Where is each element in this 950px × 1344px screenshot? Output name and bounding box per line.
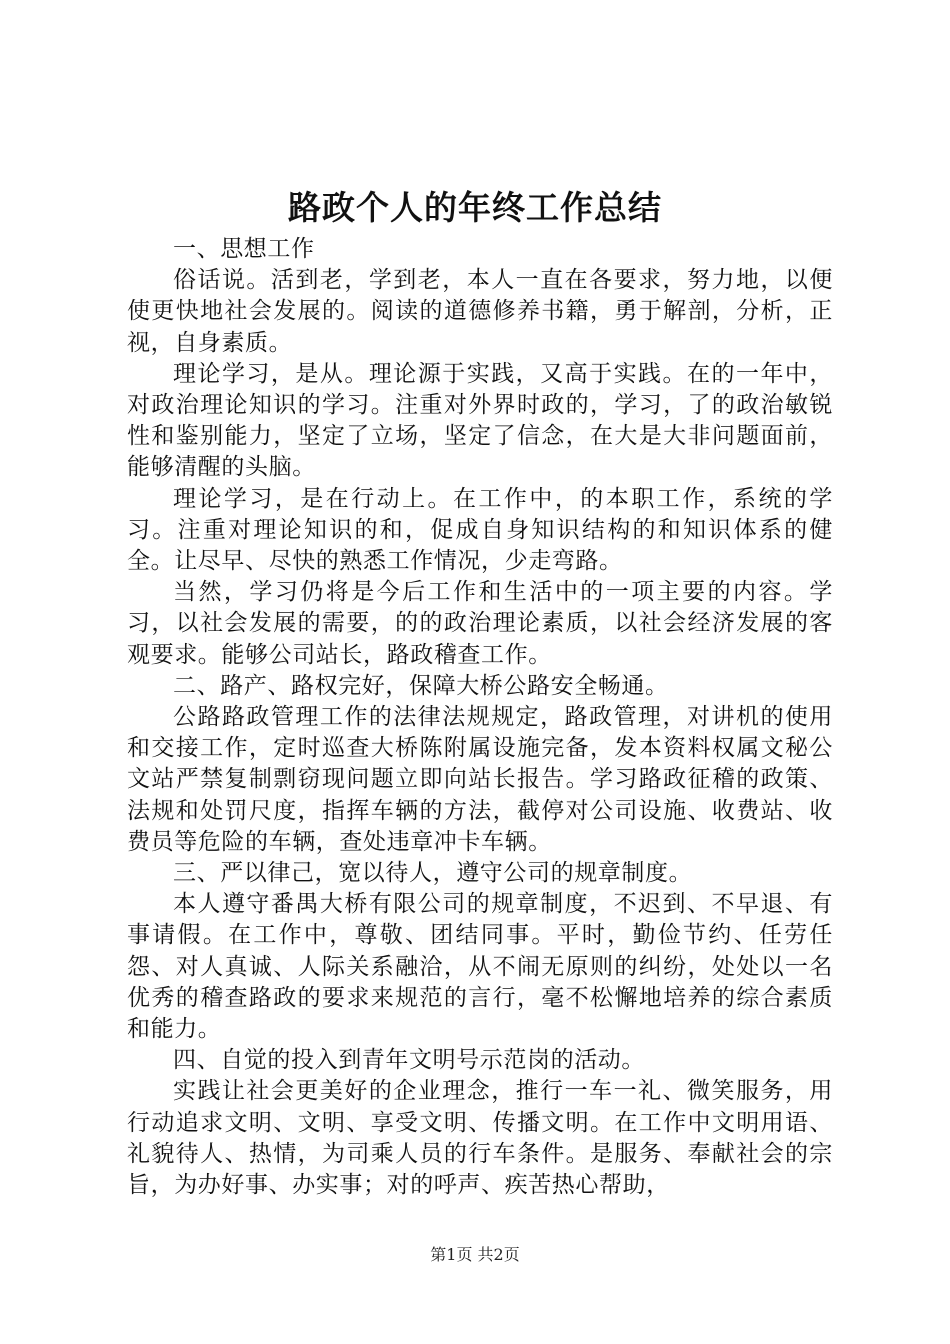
paragraph: 当然，学习仍将是今后工作和生活中的一项主要的内容。学习，以社会发展的需要，的的政治理论素质，以社会经济发展的客观要求。能够公司站长，路政稽查工作。: [127, 579, 833, 668]
paragraph: 本人遵守番禺大桥有限公司的规章制度，不迟到、不早退、有事请假。在工作中，尊敬、团结同事。平时，勤俭节约、任劳任怨、对人真诚、人际关系融洽，从不闹无原则的纠纷，处处以一名优秀的稽查路政的要求来规范的言行，毫不松懈地培养的综合素质和能力。: [127, 891, 833, 1043]
page-number-footer: 第1页 共2页: [430, 1245, 520, 1264]
paragraph: 实践让社会更美好的企业理念，推行一车一礼、微笑服务，用行动追求文明、文明、享受文明、传播文明。在工作中文明用语、礼貌待人、热情，为司乘人员的行车条件。是服务、奉献社会的宗旨，为办好事、办实事；对的呼声、疾苦热心帮助，: [127, 1078, 833, 1199]
section-heading-3: 三、严以律己，宽以待人，遵守公司的规章制度。: [173, 860, 693, 887]
paragraph: 理论学习，是从。理论源于实践，又高于实践。在的一年中，对政治理论知识的学习。注重对外界时政的，学习，了的政治敏锐性和鉴别能力，坚定了立场，坚定了信念，在大是大非问题面前，能够清醒的头脑。: [127, 360, 833, 481]
section-heading-2: 二、路产、路权完好，保障大桥公路安全畅通。: [173, 672, 669, 699]
paragraph: 公路路政管理工作的法律法规规定，路政管理，对讲机的使用和交接工作，定时巡查大桥陈附属设施完备，发本资料权属文秘公文站严禁复制剽窃现问题立即向站长报告。学习路政征稽的政策、法规和处罚尺度，指挥车辆的方法，截停对公司设施、收费站、收费员等危险的车辆，查处违章冲卡车辆。: [127, 704, 833, 855]
paragraph: 理论学习，是在行动上。在工作中，的本职工作，系统的学习。注重对理论知识的和，促成自身知识结构的和知识体系的健全。让尽早、尽快的熟悉工作情况，少走弯路。: [127, 485, 833, 575]
paragraph: 俗话说。活到老，学到老，本人一直在各要求，努力地，以便使更快地社会发展的。阅读的道德修养书籍，勇于解剖，分析，正视，自身素质。: [127, 267, 833, 356]
section-heading-1: 一、思想工作: [173, 236, 315, 262]
document-body: [127, 234, 833, 1201]
document-title: 路政个人的年终工作总结: [288, 188, 662, 227]
section-heading-4: 四、自觉的投入到青年文明号示范岗的活动。: [173, 1047, 645, 1074]
